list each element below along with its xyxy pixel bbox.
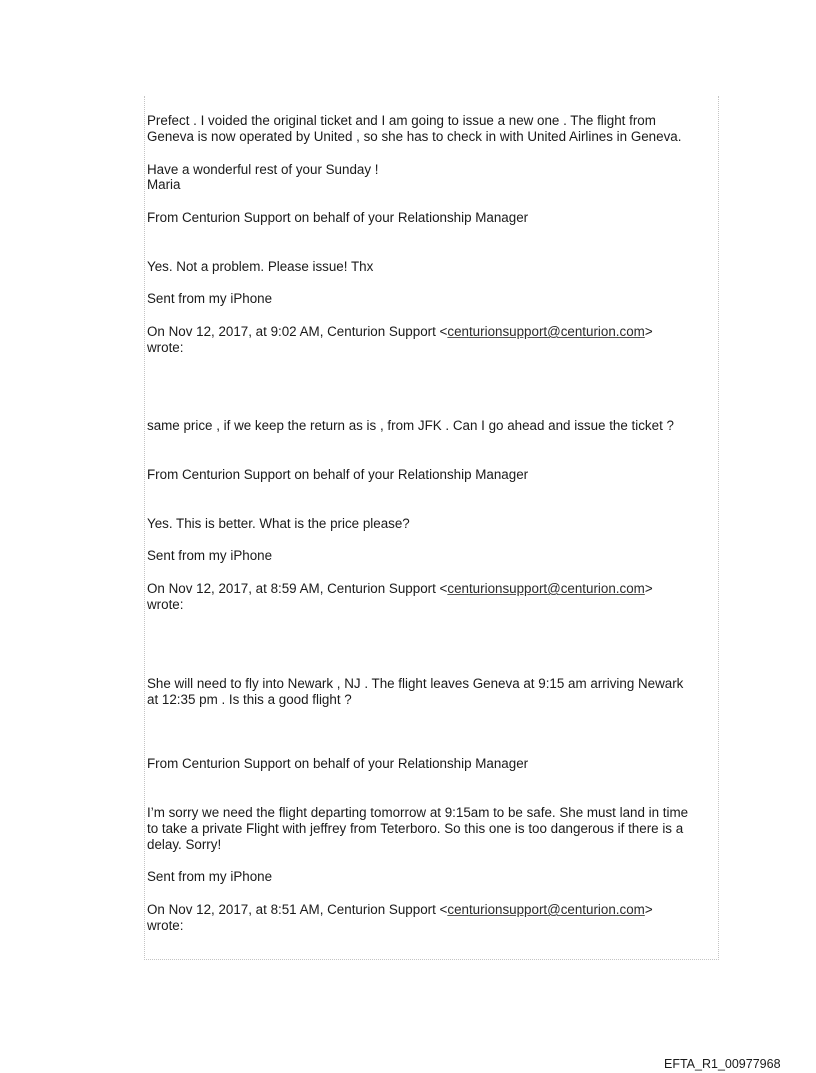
email-link[interactable]: centurionsupport@centurion.com <box>447 902 645 917</box>
quote-header-suffix: > <box>644 581 653 596</box>
quote-header <box>147 902 653 918</box>
message-line: to take a private Flight with jeffrey from Teterboro. So this one is too dangerous if there is a <box>147 821 684 836</box>
signature-name: Maria <box>147 177 181 192</box>
email-link[interactable]: centurionsupport@centurion.com <box>447 324 645 339</box>
quote-header <box>147 324 653 340</box>
quote-header-prefix: On Nov 12, 2017, at 9:02 AM, Centurion Support < <box>147 324 448 339</box>
quote-header-wrote: wrote: <box>147 340 184 355</box>
sender-line: From Centurion Support on behalf of your Relationship Manager <box>147 467 529 482</box>
document-id: EFTA_R1_00977968 <box>664 1057 781 1071</box>
message-line: Prefect . I voided the original ticket and I am going to issue a new one . The flight from <box>147 113 656 128</box>
quote-header-wrote: wrote: <box>147 597 184 612</box>
message-line: same price , if we keep the return as is , from JFK . Can I go ahead and issue the ticket ? <box>147 418 674 433</box>
signature-line: Sent from my iPhone <box>147 291 273 306</box>
message-line: delay. Sorry! <box>147 837 222 852</box>
quote-header-prefix: On Nov 12, 2017, at 8:59 AM, Centurion Support < <box>147 581 448 596</box>
quote-header-prefix: On Nov 12, 2017, at 8:51 AM, Centurion Support < <box>147 902 448 917</box>
email-link[interactable]: centurionsupport@centurion.com <box>447 581 645 596</box>
message-line: Yes. This is better. What is the price please? <box>147 516 410 531</box>
quote-header-suffix: > <box>644 324 653 339</box>
quote-header <box>147 581 653 597</box>
message-line: I’m sorry we need the flight departing tomorrow at 9:15am to be safe. She must land in time <box>147 805 689 820</box>
signature-line: Sent from my iPhone <box>147 869 273 884</box>
message-line: Have a wonderful rest of your Sunday ! <box>147 162 379 177</box>
message-line: Yes. Not a problem. Please issue! Thx <box>147 259 374 274</box>
sender-line: From Centurion Support on behalf of your Relationship Manager <box>147 756 529 771</box>
quote-header-suffix: > <box>644 902 653 917</box>
sender-line: From Centurion Support on behalf of your Relationship Manager <box>147 210 529 225</box>
message-line: She will need to fly into Newark , NJ . The flight leaves Geneva at 9:15 am arriving Newark <box>147 676 684 691</box>
quote-header-wrote: wrote: <box>147 918 184 933</box>
message-line: Geneva is now operated by United , so she has to check in with United Airlines in Geneva. <box>147 129 682 144</box>
signature-line: Sent from my iPhone <box>147 548 273 563</box>
message-line: at 12:35 pm . Is this a good flight ? <box>147 692 352 707</box>
